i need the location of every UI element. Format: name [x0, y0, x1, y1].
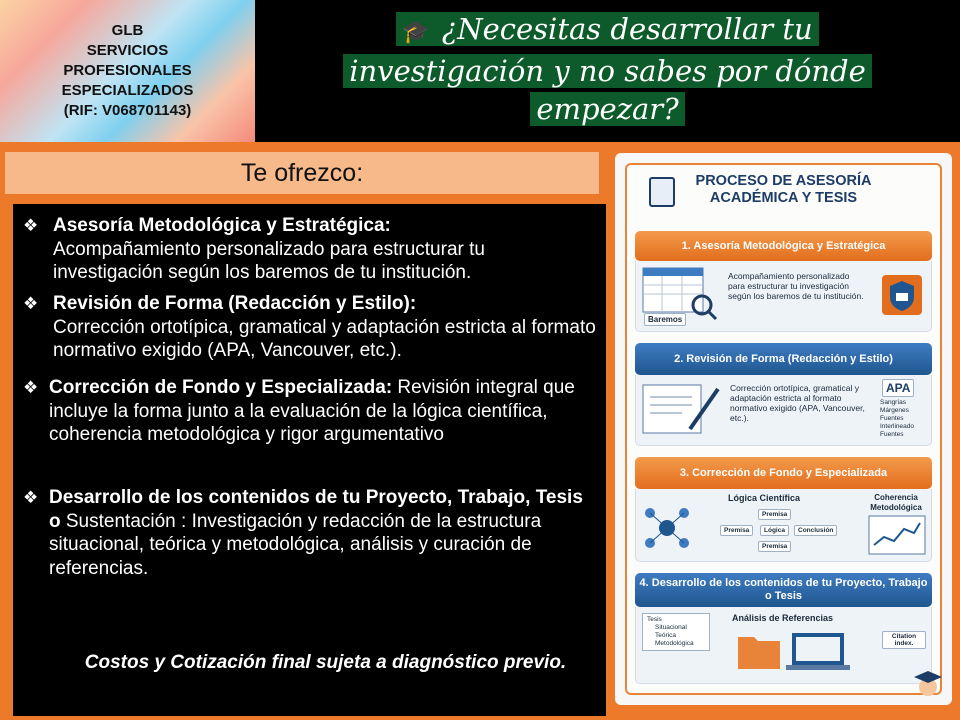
coherence-label: Coherencia Metodológica	[870, 493, 922, 512]
service-2-text: Corrección ortotípica, gramatical y adaptación estricta al formato normativo exigido (APA, Vancouver, etc.).	[53, 316, 596, 361]
process-infographic	[615, 153, 952, 705]
company-line-1: GLB	[111, 22, 144, 39]
step-1-body	[635, 261, 932, 332]
infographic-title	[615, 173, 952, 207]
tree-item: Tesis	[647, 616, 662, 623]
company-line-4: ESPECIALIZADOS	[61, 82, 194, 99]
format-item: Sangrías	[880, 399, 907, 406]
diamond-bullet-icon: ❖	[23, 378, 39, 397]
service-3-title: Corrección de Fondo y Especializada:	[49, 377, 393, 398]
tree-item: Metodológica	[655, 640, 694, 647]
infographic-title-line-2: ACADÉMICA Y TESIS	[709, 190, 858, 206]
citation-index-tag: Citation index.	[882, 631, 926, 649]
document-edit-icon	[642, 381, 724, 439]
diamond-bullet-icon: ❖	[23, 488, 39, 507]
headline-line-1	[396, 12, 818, 46]
diamond-bullet-icon: ❖	[23, 216, 39, 235]
flow-premise: Premisa	[720, 525, 753, 536]
format-item: Fuentes	[880, 431, 904, 438]
company-line-3: PROFESIONALES	[63, 62, 192, 79]
flow-conclusion: Conclusión	[794, 525, 837, 536]
step-2-body	[635, 375, 932, 446]
service-1-title: Asesoría Metodológica y Estratégica:	[53, 215, 391, 236]
flow-logic: Lógica	[760, 525, 789, 536]
service-4-title: Desarrollo de los contenidos de tu Proyecto, Trabajo, Tesis o	[49, 487, 583, 532]
format-item: Márgenes	[880, 407, 909, 414]
thesis-tree	[642, 613, 710, 651]
references-label: Análisis de Referencias	[732, 613, 834, 623]
flow-premise: Premisa	[758, 541, 791, 552]
company-box	[0, 0, 255, 142]
offer-title: Te ofrezco:	[5, 152, 599, 194]
folder-laptop-icon	[736, 629, 856, 675]
step-1	[635, 231, 932, 332]
step-3-body	[635, 489, 932, 562]
diamond-bullet-icon: ❖	[23, 294, 39, 313]
headline-line-2: investigación y no sabes por dónde	[343, 54, 872, 88]
company-rif: (RIF: V068701143)	[63, 102, 192, 119]
step-4-body	[635, 607, 932, 684]
format-item: Fuentes	[880, 415, 904, 422]
step-2-text: Corrección ortotípica, gramatical y adaptación estricta al formato normativo exigido (APA, Vancouver, etc.).	[730, 383, 865, 423]
step-2	[635, 343, 932, 446]
company-line-2: SERVICIOS	[86, 42, 169, 59]
step-1-header: 1. Asesoría Metodológica y Estratégica	[635, 231, 932, 261]
service-item-1	[13, 214, 606, 285]
apa-tag: APA	[882, 379, 914, 397]
infographic-title-line-1: PROCESO DE ASESORÍA	[695, 173, 872, 189]
step-1-text: Acompañamiento personalizado para estructurar tu investigación según los baremos de tu institución.	[728, 271, 864, 301]
graduation-cap-icon: 🎓	[402, 20, 430, 45]
headline-text-1: ¿Necesitas desarrollar tu	[441, 12, 813, 46]
baremos-tag: Baremos	[644, 313, 686, 326]
pricing-note: Costos y Cotización final sujeta a diagnóstico previo.	[84, 652, 567, 673]
logic-label: Lógica Científica	[728, 493, 801, 503]
service-2-title: Revisión de Forma (Redacción y Estilo):	[53, 293, 417, 314]
headline	[255, 10, 960, 128]
headline-line-3: empezar?	[530, 92, 684, 126]
format-item: Interlineado	[880, 423, 914, 430]
institution-shield-icon	[880, 273, 924, 317]
service-item-4	[13, 486, 606, 580]
tree-item: Teórica	[655, 632, 676, 639]
step-3-header: 3. Corrección de Fondo y Especializada	[635, 457, 932, 489]
step-3	[635, 457, 932, 562]
header	[255, 0, 960, 142]
line-chart-icon	[868, 515, 926, 555]
service-item-2	[13, 292, 606, 363]
graduate-icon	[911, 667, 945, 701]
tree-item: Situacional	[655, 624, 687, 631]
step-4	[635, 573, 932, 684]
step-4-header: 4. Desarrollo de los contenidos de tu Proyecto, Trabajo o Tesis	[635, 573, 932, 607]
flow-premise: Premisa	[758, 509, 791, 520]
format-list	[880, 399, 914, 439]
service-item-3	[13, 376, 606, 447]
services-box	[13, 204, 606, 716]
network-icon	[642, 503, 692, 553]
service-1-text: Acompañamiento personalizado para estructurar tu investigación según los baremos de tu institución.	[53, 238, 485, 283]
service-4-text: Sustentación : Investigación y redacción de la estructura situacional, teórica y metodológica, análisis y curación de referencias.	[49, 510, 542, 579]
service-3-text: Revisión integral que incluye la forma junto a la evaluación de la lógica científica, coherencia metodológica y rigor argumentativo	[49, 377, 575, 445]
step-2-header: 2. Revisión de Forma (Redacción y Estilo)	[635, 343, 932, 375]
